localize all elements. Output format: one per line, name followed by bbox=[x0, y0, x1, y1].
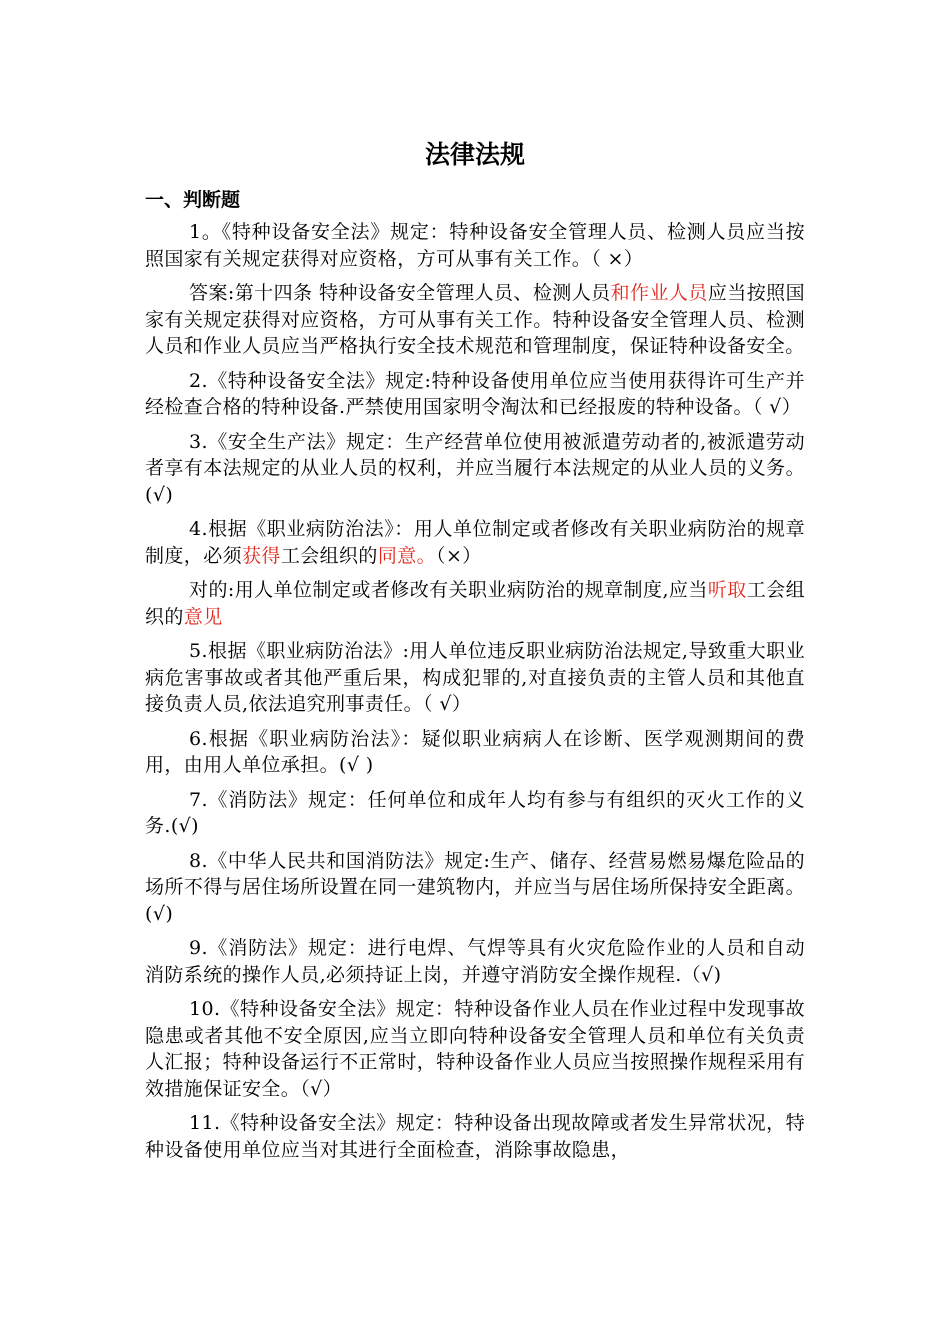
paragraph-q2 bbox=[145, 368, 805, 421]
highlighted-text: 意见 bbox=[183, 605, 223, 628]
paragraph-text: 5.根据《职业病防治法》:用人单位违反职业病防治法规定,导致重大职业病危害事故或者其他严重后果，构成犯罪的,对直接负责的主管人员和其他直接负责人员,依法追究刑事责任。（ √） bbox=[145, 640, 805, 715]
paragraph-text: 答案:第十四条 特种设备安全管理人员、检测人员 bbox=[189, 282, 611, 304]
paragraph-q10 bbox=[145, 996, 805, 1102]
paragraph-q11 bbox=[145, 1110, 805, 1163]
paragraph-q9 bbox=[145, 935, 805, 988]
paragraph-text: 7.《消防法》规定：任何单位和成年人均有参与有组织的灭火工作的义务.(√) bbox=[145, 788, 805, 837]
paragraph-q4-answer bbox=[145, 577, 805, 630]
highlighted-text: 获得 bbox=[242, 544, 281, 567]
paragraph-text: 3.《安全生产法》规定：生产经营单位使用被派遣劳动者的,被派遣劳动者享有本法规定的从业人员的权利，并应当履行本法规定的从业人员的义务。(√) bbox=[145, 430, 805, 506]
paragraph-text: 对的:用人单位制定或者修改有关职业病防治的规章制度,应当 bbox=[189, 579, 708, 601]
page-title: 法律法规 bbox=[424, 140, 525, 169]
paragraph-q4 bbox=[145, 516, 805, 569]
section-heading: 一、判断题 bbox=[145, 189, 241, 211]
paragraph-q1-answer bbox=[145, 280, 805, 360]
paragraph-text: 2.《特种设备安全法》规定:特种设备使用单位应当使用获得许可生产并经检查合格的特种设备.严禁使用国家明令淘汰和已经报废的特种设备。（ √） bbox=[145, 369, 805, 418]
highlighted-text: 听取 bbox=[707, 579, 747, 601]
paragraph-q1 bbox=[145, 219, 805, 272]
paragraph-text: 10.《特种设备安全法》规定：特种设备作业人员在作业过程中发现事故隐患或者其他不安全原因,应当立即向特种设备安全管理人员和单位有关负责人汇报；特种设备运行不正常时，特种设备作业人员应当按照操作规程采用有效措施保证安全。（√） bbox=[145, 998, 805, 1100]
paragraph-text: 8.《中华人民共和国消防法》规定:生产、储存、经营易燃易爆危险品的场所不得与居住场所设置在同一建筑物内，并应当与居住场所保持安全距离。(√) bbox=[145, 849, 805, 925]
document-body bbox=[145, 219, 805, 1171]
highlighted-text: 和作业人员 bbox=[610, 282, 708, 304]
paragraph-q6 bbox=[145, 726, 805, 779]
paragraph-text: （×） bbox=[436, 544, 482, 567]
paragraph-text: 应当按照国家有关规定获得对应资格，方可从事有关工作。特种设备安全管理人员、检测人员和作业人员应当严格执行安全技术规范和管理制度，保证特种设备安全。 bbox=[145, 282, 805, 357]
highlighted-text: 同意。 bbox=[377, 544, 437, 567]
paragraph-text: 1。《特种设备安全法》规定：特种设备安全管理人员、检测人员应当按照国家有关规定获得对应资格，方可从事有关工作。（ ×） bbox=[145, 221, 805, 270]
paragraph-text: 11.《特种设备安全法》规定：特种设备出现故障或者发生异常状况，特种设备使用单位应当对其进行全面检查，消除事故隐患， bbox=[145, 1112, 805, 1161]
paragraph-text: 9.《消防法》规定：进行电焊、气焊等具有火灾危险作业的人员和自动消防系统的操作人员,必须持证上岗，并遵守消防安全操作规程.（√) bbox=[145, 937, 805, 986]
paragraph-q5 bbox=[145, 638, 805, 718]
paragraph-q3 bbox=[145, 429, 805, 509]
paragraph-q7 bbox=[145, 787, 805, 840]
paragraph-text: 4.根据《职业病防治法》：用人单位制定或者修改有关职业病防治的规章制度，必须 bbox=[145, 518, 805, 567]
paragraph-text: 工会组织的 bbox=[280, 544, 378, 567]
paragraph-text: 工会组织的 bbox=[145, 579, 805, 628]
paragraph-q8 bbox=[145, 848, 805, 928]
paragraph-text: 6.根据《职业病防治法》：疑似职业病病人在诊断、医学观测期间的费用，由用人单位承担。(√ ) bbox=[145, 727, 805, 776]
